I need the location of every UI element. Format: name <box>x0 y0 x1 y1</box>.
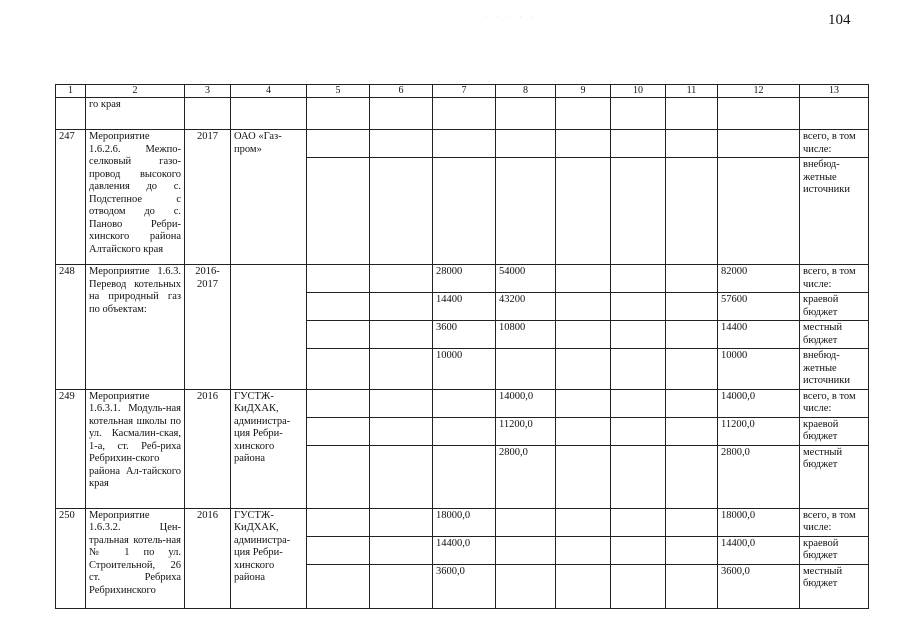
funding-source: внебюд-жетные источники <box>800 158 869 265</box>
value-col12: 11200,0 <box>718 417 800 445</box>
table-row <box>56 265 869 293</box>
value-col7: 18000,0 <box>433 508 496 536</box>
value-col12: 2800,0 <box>718 445 800 508</box>
page-number: 104 <box>828 12 851 28</box>
table-row <box>56 508 869 536</box>
header-cell: 6 <box>370 85 433 98</box>
header-cell: 1 <box>56 85 86 98</box>
funding-source: местный бюджет <box>800 445 869 508</box>
value-col8: 10800 <box>496 321 556 349</box>
value-col7: 3600,0 <box>433 564 496 608</box>
value-col12: 14000,0 <box>718 389 800 417</box>
header-cell: 8 <box>496 85 556 98</box>
scan-specks: · · · · · <box>485 14 537 20</box>
table-row <box>56 389 869 417</box>
header-cell: 2 <box>86 85 185 98</box>
funding-source: всего, в том числе: <box>800 130 869 158</box>
record-number: 250 <box>56 508 86 608</box>
value-col7 <box>433 158 496 265</box>
record-name: Мероприятие 1.6.3.2. Цен-тральная котель-ная № 1 по ул. Строительной, 26 ст. Ребриха Ребрихинского <box>86 508 185 608</box>
value-col7: 28000 <box>433 265 496 293</box>
record-executor: ОАО «Газ-пром» <box>231 130 307 265</box>
value-col12: 10000 <box>718 349 800 390</box>
value-col8: 14000,0 <box>496 389 556 417</box>
record-executor: ГУСТЖ-КиДХАК, администра-ция Ребри-хинского района <box>231 508 307 608</box>
value-col12: 14400 <box>718 321 800 349</box>
funding-source: местный бюджет <box>800 321 869 349</box>
value-col8 <box>496 130 556 158</box>
value-col8: 54000 <box>496 265 556 293</box>
value-col7: 14400,0 <box>433 536 496 564</box>
funding-source: краевой бюджет <box>800 417 869 445</box>
header-cell: 4 <box>231 85 307 98</box>
record-executor <box>231 265 307 390</box>
funding-source: местный бюджет <box>800 564 869 608</box>
header-cell: 9 <box>556 85 611 98</box>
record-number: 247 <box>56 130 86 265</box>
funding-source: краевой бюджет <box>800 293 869 321</box>
value-col12: 14400,0 <box>718 536 800 564</box>
header-cell: 12 <box>718 85 800 98</box>
value-col8: 43200 <box>496 293 556 321</box>
value-col8: 11200,0 <box>496 417 556 445</box>
record-number: 249 <box>56 389 86 508</box>
record-year: 2017 <box>185 130 231 265</box>
value-col12 <box>718 130 800 158</box>
value-col12 <box>718 158 800 265</box>
budget-table <box>55 84 869 609</box>
record-name: Мероприятие 1.6.3.1. Модуль-ная котельная школы по ул. Касмалин-ская, 1-а, ст. Реб-риха Ребрихин-ского района Ал-тайского края <box>86 389 185 508</box>
value-col7 <box>433 130 496 158</box>
record-year: 2016-2017 <box>185 265 231 390</box>
value-col7: 3600 <box>433 321 496 349</box>
value-col7: 14400 <box>433 293 496 321</box>
header-cell: 3 <box>185 85 231 98</box>
value-col7 <box>433 445 496 508</box>
header-cell: 11 <box>666 85 718 98</box>
header-cell: 5 <box>307 85 370 98</box>
value-col7: 10000 <box>433 349 496 390</box>
header-cell: 7 <box>433 85 496 98</box>
continuation-text: го края <box>86 98 185 130</box>
record-number: 248 <box>56 265 86 390</box>
value-col8 <box>496 508 556 536</box>
record-year: 2016 <box>185 389 231 508</box>
value-col8 <box>496 158 556 265</box>
funding-source: всего, в том числе: <box>800 265 869 293</box>
funding-source: всего, в том числе: <box>800 508 869 536</box>
value-col8 <box>496 564 556 608</box>
value-col8: 2800,0 <box>496 445 556 508</box>
header-row <box>56 85 869 98</box>
record-executor: ГУСТЖ-КиДХАК, администра-ция Ребри-хинского района <box>231 389 307 508</box>
value-col7 <box>433 417 496 445</box>
header-cell: 10 <box>611 85 666 98</box>
funding-source: краевой бюджет <box>800 536 869 564</box>
table-row <box>56 130 869 158</box>
value-col12: 57600 <box>718 293 800 321</box>
value-col8 <box>496 349 556 390</box>
record-year: 2016 <box>185 508 231 608</box>
funding-source: внебюд-жетные источники <box>800 349 869 390</box>
value-col12: 3600,0 <box>718 564 800 608</box>
record-name: Мероприятие 1.6.3. Перевод котельных на природный газ по объектам: <box>86 265 185 390</box>
funding-source: всего, в том числе: <box>800 389 869 417</box>
value-col7 <box>433 389 496 417</box>
continuation-row <box>56 98 869 130</box>
value-col12: 82000 <box>718 265 800 293</box>
value-col8 <box>496 536 556 564</box>
value-col12: 18000,0 <box>718 508 800 536</box>
record-name: Мероприятие 1.6.2.6. Межпо-селковый газо-провод высокого давления до с. Подстепное с отводом до с. Паново Ребри-хинского района Алтайского края <box>86 130 185 265</box>
header-cell: 13 <box>800 85 869 98</box>
